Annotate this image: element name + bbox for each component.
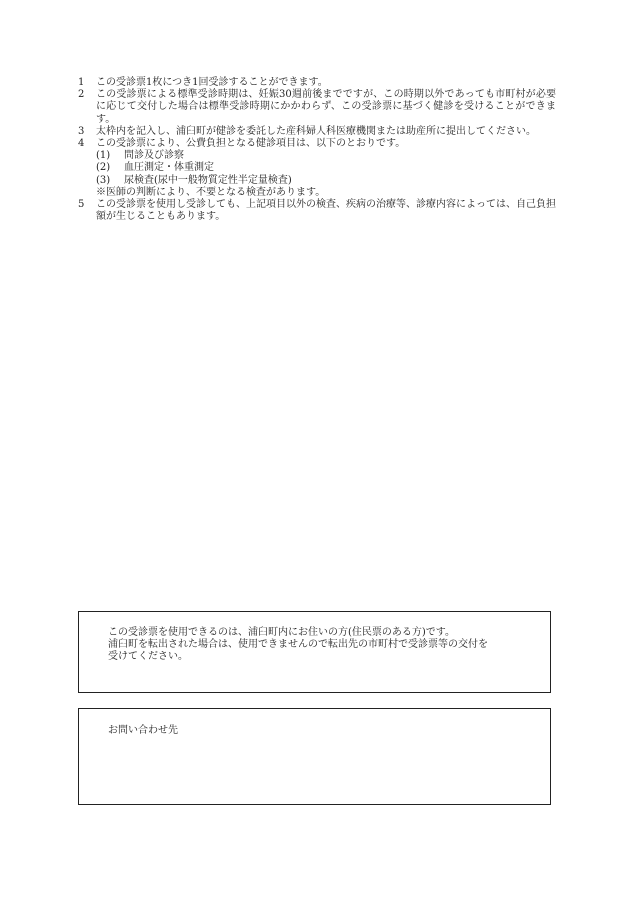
checkup-item-number: (2) [96,162,111,174]
note-text: この受診票による標準受診時期は、妊娠30週前後までですが、この時期以外であっても市町村が必要に応じて交付した場合は標準受診時期にかかわらず、この受診票に基づく健診を受けることができます。 [96,89,556,125]
checkup-item-text: 尿検査(尿中一般物質定性半定量検査) [124,174,292,186]
note-number: 5 [78,199,85,211]
note-number: 1 [78,77,85,88]
doctor-judgement-remark: ※医師の判断により、不要となる検査があります。 [96,186,326,198]
note-item-1 [78,77,556,89]
note-text: この受診票1枚につき1回受診することができます。 [96,77,328,88]
note-item-3 [78,126,556,138]
contact-box [78,708,551,805]
checkup-item-3 [96,175,556,187]
note-number: 4 [78,138,85,150]
checkup-item-number: (3) [96,174,111,186]
note-item-5 [78,199,556,223]
note-text: この受診票を使用し受診しても、上記項目以外の検査、疾病の治療等、診療内容によっては、自己負担額が生じることもあります。 [96,199,556,223]
note-item-4 [78,138,556,199]
checkup-item-1 [96,150,556,162]
checkup-item-number: (1) [96,150,111,162]
note-text: この受診票により、公費負担となる健診項目は、以下のとおりです。 [96,138,406,150]
checkup-item-text: 問診及び診察 [124,150,184,162]
note-number: 3 [78,125,85,137]
checkup-items-list [96,150,556,187]
eligibility-text-residence: この受診票を使用できるのは、浦臼町内にお住いの方(住民票のある方)です。 [108,627,456,638]
checkup-item-2 [96,162,556,174]
notes-list [78,77,556,223]
eligibility-notice-box [78,611,551,693]
checkup-item-text: 血圧測定・体重測定 [124,162,214,174]
note-item-2 [78,89,556,126]
note-text: 太枠内を記入し、浦臼町が健診を委託した産科婦人科医療機関または助産所に提出してください。 [96,125,536,137]
contact-title: お問い合わせ先 [108,725,178,736]
eligibility-text-moving-out: 浦臼町を転出された場合は、使用できませんので転出先の市町村で受診票等の交付を受けてください。 [108,639,488,663]
note-number: 2 [78,89,85,101]
